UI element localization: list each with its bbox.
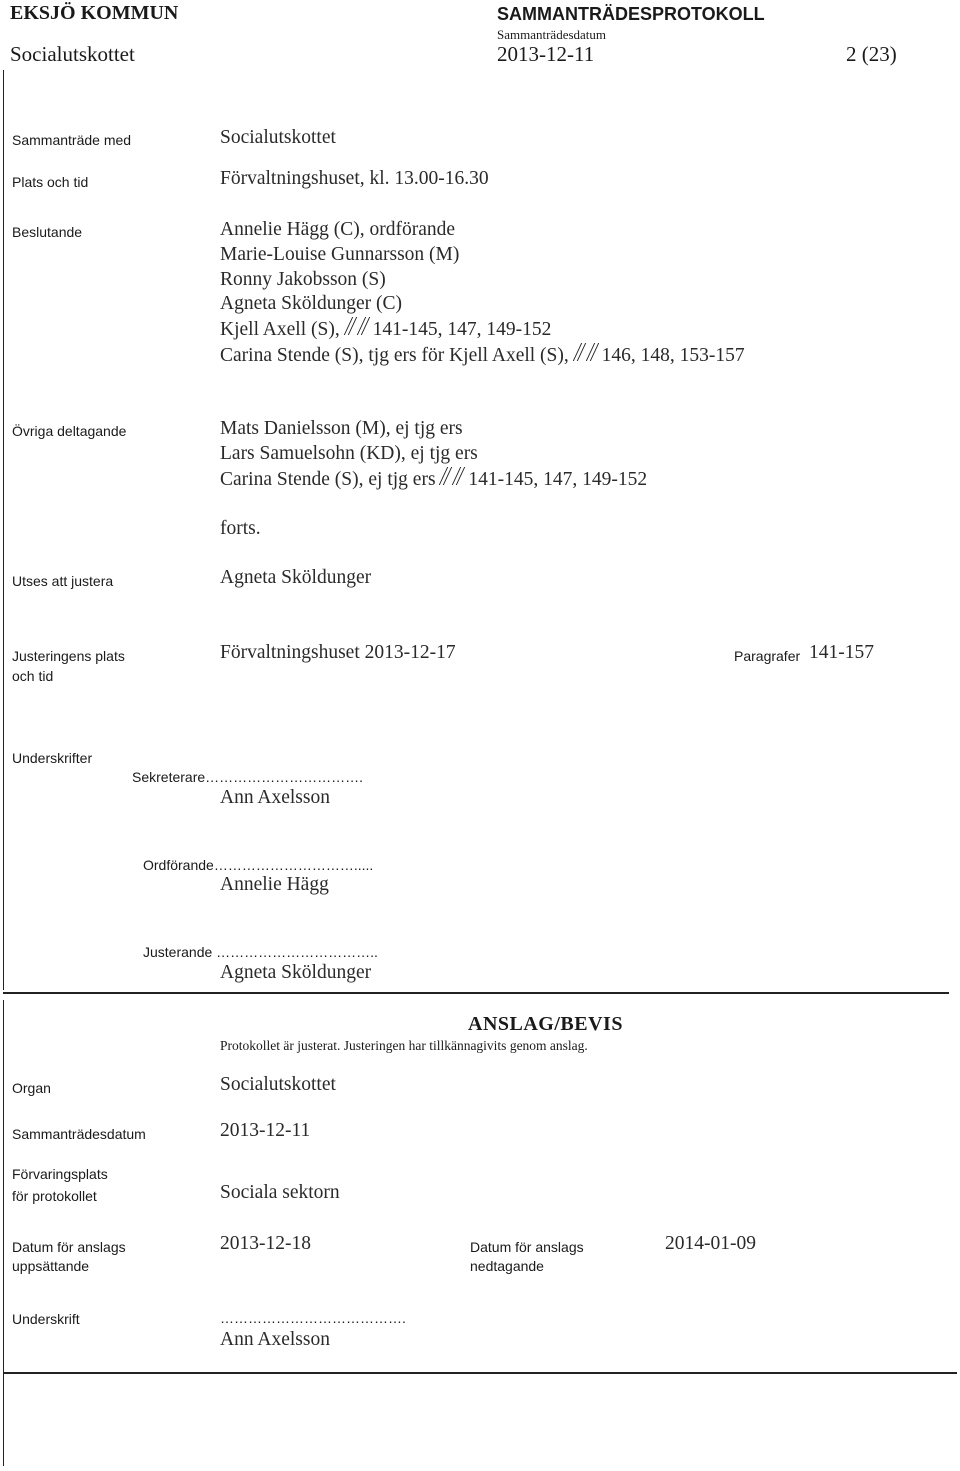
removed-date-label: Datum för anslags — [470, 1239, 584, 1255]
section-divider — [3, 992, 949, 994]
section-sign-icon — [440, 467, 464, 485]
organ-label: Organ — [12, 1080, 51, 1096]
left-margin-line-lower — [3, 1000, 4, 1466]
place-time-label: Plats och tid — [12, 174, 89, 190]
signatures-label: Underskrifter — [12, 750, 93, 766]
storage-label: Förvaringsplats — [12, 1166, 108, 1182]
posted-date-label: Datum för anslags — [12, 1239, 126, 1255]
storage-value: Sociala sektorn — [220, 1182, 340, 1203]
signature-name: Ann Axelsson — [220, 1329, 330, 1350]
removed-date-label-line2: nedtagande — [470, 1258, 544, 1274]
decision-maker-name: Carina Stende (S), tjg ers för Kjell Axell (S), — [220, 344, 569, 366]
signature-line: …………………………………. — [220, 1310, 406, 1326]
adjustment-value: Förvaltningshuset 2013-12-17 — [220, 642, 456, 663]
other-participants-label: Övriga deltagande — [12, 423, 127, 439]
chair-name: Annelie Hägg — [220, 874, 329, 895]
secretary-signature-line: Sekreterare……………………………. — [132, 769, 364, 785]
notice-date-value: 2013-12-11 — [220, 1120, 311, 1141]
other-participants-list — [220, 417, 647, 492]
removed-date-value: 2014-01-09 — [665, 1233, 756, 1254]
page-number: 2 (23) — [846, 42, 897, 66]
adjustment-label: Justeringens plats — [12, 648, 125, 664]
section-divider-bottom — [3, 1372, 957, 1374]
adjuster-label: Utses att justera — [12, 573, 114, 589]
decision-maker-sections: 146, 148, 153-157 — [601, 344, 745, 366]
decision-maker — [220, 317, 745, 343]
posted-date-label-line2: uppsättande — [12, 1258, 90, 1274]
decision-makers-list — [220, 218, 745, 369]
decision-maker-sections: 141-145, 147, 149-152 — [372, 319, 552, 341]
section-sign-icon — [574, 343, 598, 361]
notice-statement: Protokollet är justerat. Justeringen har tillkännagivits genom anslag. — [220, 1038, 588, 1053]
adjustment-label-line2: och tid — [12, 668, 54, 684]
meeting-date: 2013-12-11 — [497, 42, 595, 66]
storage-label-line2: för protokollet — [12, 1188, 97, 1204]
notice-title: ANSLAG/BEVIS — [468, 1013, 623, 1035]
place-time-value: Förvaltningshuset, kl. 13.00-16.30 — [220, 168, 489, 189]
participant: Lars Samuelsohn (KD), ej tjg ers — [220, 442, 478, 464]
adjuster-signature-name: Agneta Sköldunger — [220, 962, 372, 983]
participant-sections: 141-145, 147, 149-152 — [468, 468, 648, 490]
decision-maker-name: Kjell Axell (S), — [220, 319, 340, 341]
decision-maker: Marie-Louise Gunnarsson (M) — [220, 243, 460, 265]
meeting-date-label: Sammanträdesdatum — [497, 27, 607, 42]
decision-maker — [220, 343, 745, 369]
notice-date-label: Sammanträdesdatum — [12, 1126, 146, 1142]
adjuster-signature-line: Justerande …………………………….. — [143, 944, 378, 960]
document-type: SAMMANTRÄDESPROTOKOLL — [497, 4, 765, 24]
chair-signature-line: Ordförande…………………………..... — [143, 857, 374, 873]
paragraphs-label: Paragrafer — [734, 648, 801, 664]
paragraphs-value: 141-157 — [809, 642, 874, 663]
decision-maker: Agneta Sköldunger (C) — [220, 293, 402, 315]
meeting-with-label: Sammanträde med — [12, 132, 132, 148]
committee-name: Socialutskottet — [10, 42, 135, 66]
decision-maker: Ronny Jakobsson (S) — [220, 268, 386, 290]
continued-note: forts. — [220, 518, 261, 539]
adjuster-value: Agneta Sköldunger — [220, 567, 372, 588]
decision-makers-label: Beslutande — [12, 224, 83, 240]
secretary-name: Ann Axelsson — [220, 787, 330, 808]
posted-date-value: 2013-12-18 — [220, 1233, 311, 1254]
organ-value: Socialutskottet — [220, 1074, 336, 1095]
left-margin-line — [3, 70, 4, 990]
signature-label: Underskrift — [12, 1311, 80, 1327]
meeting-with-value: Socialutskottet — [220, 127, 336, 148]
organization-name: EKSJÖ KOMMUN — [10, 2, 179, 24]
participant-name: Carina Stende (S), ej tjg ers — [220, 468, 436, 490]
participant — [220, 467, 647, 493]
decision-maker: Annelie Hägg (C), ordförande — [220, 219, 455, 240]
participant: Mats Danielsson (M), ej tjg ers — [220, 418, 463, 439]
section-sign-icon — [345, 317, 369, 335]
